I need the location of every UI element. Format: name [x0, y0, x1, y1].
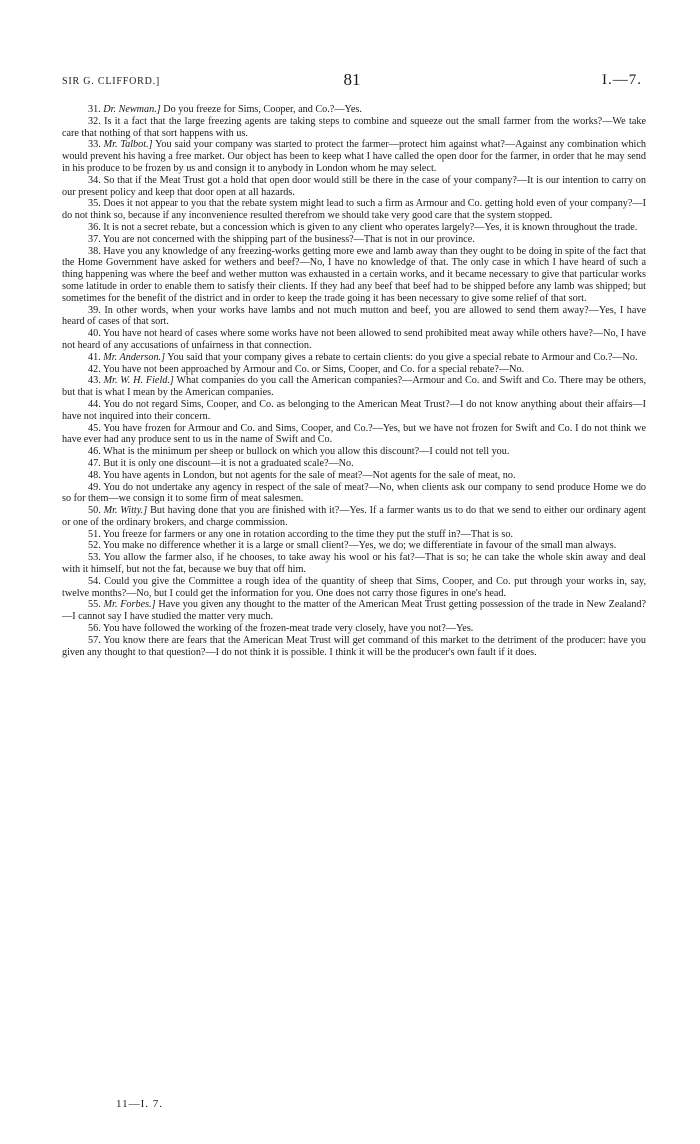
testimony-paragraph: [62, 552, 646, 576]
question-number: 38.: [88, 245, 101, 257]
question-answer-text: You have not been approached by Armour and Co. or Sims, Cooper, and Co. for a special rebate?—No.: [102, 363, 525, 375]
testimony-paragraph: [62, 139, 646, 174]
question-answer-text: Do you freeze for Sims, Cooper, and Co.?—Yes.: [163, 104, 362, 115]
question-number: 34.: [88, 174, 101, 186]
testimony-body: [62, 104, 646, 658]
question-answer-text: You make no difference whether it is a large or small client?—Yes, we do; we differentiate in favour of the small man always.: [102, 540, 617, 552]
question-answer-text: What companies do you call the American companies?—Armour and Co. and Swift and Co. There may be others, but that is what I mean by the American companies.: [62, 375, 646, 399]
testimony-paragraph: [62, 198, 646, 222]
page-number: 81: [343, 70, 361, 89]
question-answer-text: Have you any knowledge of any freezing-works getting more ewe and lamb away than they ought to be doing in spite of the fact that the Home Government have asked for wethers and beef?—No, I have no knowledge of that. The only case in which I have heard of such a thing happening was where the beef and wether mutton was exhausted in a certain works, and it became necessary to give that particular works some latitude in order to enable them to satisfy their clients. If they had any beef that beef had to be shipped before any lamb was shipped; but sometimes for the benefit of the district and in order to keep the trade going it has been necessary to give some relief of that sort.: [62, 245, 646, 304]
speaker-name: Mr. Anderson.]: [103, 351, 166, 363]
question-answer-text: It is not a secret rebate, but a concession which is given to any client who operates largely?—Yes, it is known throughout the trade.: [103, 221, 638, 233]
question-number: 49.: [88, 481, 101, 493]
testimony-paragraph: [62, 246, 646, 305]
question-number: 31.: [88, 104, 101, 115]
question-number: 56.: [88, 623, 101, 635]
question-answer-text: But it is only one discount—it is not a graduated scale?—No.: [103, 457, 354, 469]
question-answer-text: Could you give the Committee a rough idea of the quantity of sheep that Sims, Cooper, and Co. put through your works in, say, twelve months?—No, but I could get the information for you. One does not carry those figures in one's head.: [62, 575, 647, 599]
question-answer-text: You said your company was started to protect the farmer—protect him against what?—Against any combination which would prevent his having a free market. Our object has been to keep what I have called the open door for the farmer, in order that he may send in his produce to be frozen by us and consign it to anybody in London whom he may select.: [62, 139, 646, 174]
question-answer-text: But having done that you are finished with it?—Yes. If a farmer wants us to do that we send to either our ordinary agent or one of the ordinary brokers, and charge commission.: [62, 505, 647, 528]
question-number: 33.: [88, 139, 101, 151]
testimony-paragraph: [62, 305, 646, 329]
page-header: [62, 70, 642, 94]
question-answer-text: You do not regard Sims, Cooper, and Co. as belonging to the American Meat Trust?—I do not know anything about their affairs—I have not inquired into their concern.: [62, 398, 646, 422]
testimony-paragraph: [62, 446, 646, 458]
speaker-name: Mr. W. H. Field.]: [103, 375, 174, 387]
testimony-paragraph: [62, 116, 646, 140]
speaker-name: Dr. Newman.]: [103, 104, 161, 115]
question-number: 51.: [88, 528, 101, 540]
question-answer-text: You said that your company gives a rebate to certain clients: do you give a special rebate to Armour and Co.?—No.: [167, 351, 638, 363]
testimony-paragraph: [62, 635, 646, 659]
question-number: 43.: [88, 375, 101, 387]
question-answer-text: Is it a fact that the large freezing agents are taking steps to combine and squeeze out the small farmer from the works?—We take care that nothing of that sort happens with us.: [62, 115, 647, 139]
testimony-paragraph: [62, 352, 646, 364]
question-answer-text: You freeze for farmers or any one in rotation according to the time they put the stuff in?—That is so.: [102, 528, 514, 540]
question-answer-text: You know there are fears that the American Meat Trust will get command of this market to the detriment of the producer: have you given any thought to that question?—I do not think it is possible. I think it will be the producer's own fault if it does.: [62, 634, 646, 658]
testimony-paragraph: [62, 470, 646, 482]
testimony-paragraph: [62, 505, 646, 529]
testimony-paragraph: [62, 234, 646, 246]
header-witness: SIR G. CLIFFORD.]: [62, 76, 161, 87]
speaker-name: Mr. Forbes.]: [103, 599, 156, 611]
question-number: 32.: [88, 115, 101, 127]
testimony-paragraph: [62, 423, 646, 447]
speaker-name: Mr. Talbot.]: [103, 139, 153, 151]
question-number: 45.: [88, 422, 101, 434]
question-number: 42.: [88, 363, 101, 375]
testimony-paragraph: [62, 623, 646, 635]
question-answer-text: So that if the Meat Trust got a hold that open door would still be there in the case of your company?—It is our intention to carry on our present policy and keep that door open at all hazards.: [62, 174, 646, 198]
question-number: 54.: [88, 575, 101, 587]
testimony-paragraph: [62, 175, 646, 199]
testimony-paragraph: [62, 104, 646, 116]
testimony-paragraph: [62, 328, 646, 352]
testimony-paragraph: [62, 599, 646, 623]
testimony-paragraph: [62, 529, 646, 541]
testimony-paragraph: [62, 375, 646, 399]
question-number: 53.: [88, 552, 101, 564]
testimony-paragraph: [62, 482, 646, 506]
question-number: 41.: [88, 351, 101, 363]
question-number: 52.: [88, 540, 101, 552]
question-number: 37.: [88, 233, 101, 245]
question-answer-text: You do not undertake any agency in respect of the sale of meat?—No, when clients ask our company to send produce Home we do so for them—we consign it to some firm of meat salesmen.: [62, 481, 647, 505]
question-answer-text: You are not concerned with the shipping part of the business?—That is not in our province.: [102, 233, 475, 245]
question-number: 36.: [88, 221, 101, 233]
question-number: 50.: [88, 505, 101, 517]
testimony-paragraph: [62, 399, 646, 423]
question-answer-text: You have not heard of cases where some works have not been allowed to send prohibited meat away while others have?—No, I have not heard of any accusations of unfairness in that connection.: [62, 328, 646, 351]
question-answer-text: You have followed the working of the frozen-meat trade very closely, have you not?—Yes.: [102, 623, 474, 635]
question-number: 46.: [88, 446, 101, 458]
question-answer-text: In other words, when your works have lambs and not much mutton and beef, you are allowed to send them away?—Yes, I have heard of cases of that sort.: [62, 304, 647, 328]
question-number: 48.: [88, 469, 101, 481]
question-number: 55.: [88, 599, 101, 611]
question-answer-text: You have agents in London, but not agents for the sale of meat?—Not agents for the sale of meat, no.: [102, 469, 516, 481]
testimony-paragraph: [62, 458, 646, 470]
question-number: 40.: [88, 328, 101, 340]
testimony-paragraph: [62, 222, 646, 234]
question-number: 47.: [88, 457, 101, 469]
signature-mark: 11—I. 7.: [116, 1098, 164, 1110]
question-number: 57.: [88, 634, 101, 646]
question-answer-text: You allow the farmer also, if he chooses, to take away his wool or his fat?—That is so; he can take the whole skin away and deal with it himself, but not the fat, because we buy that off him.: [62, 552, 646, 576]
testimony-paragraph: [62, 364, 646, 376]
testimony-paragraph: [62, 540, 646, 552]
question-number: 35.: [88, 198, 101, 210]
question-answer-text: Have you given any thought to the matter of the American Meat Trust getting possession of the trade in New Zealand?—I cannot say I have studied the matter very much.: [62, 599, 646, 623]
speaker-name: Mr. Witty.]: [103, 505, 148, 517]
question-number: 39.: [88, 304, 101, 316]
question-number: 44.: [88, 398, 101, 410]
question-answer-text: What is the minimum per sheep or bullock on which you allow this discount?—I could not tell you.: [103, 446, 510, 458]
testimony-paragraph: [62, 576, 646, 600]
paper-reference: I.—7.: [602, 72, 642, 88]
question-answer-text: You have frozen for Armour and Co. and Sims, Cooper, and Co.?—Yes, but we have not frozen for Swift and Co. I do not think we have ever had any produce sent to us in the name of Swift and Co.: [62, 422, 646, 446]
question-answer-text: Does it not appear to you that the rebate system might lead to such a firm as Armour and Co. getting hold even of your company?—I do not think so, because if any inconvenience resulted therefrom we should take very good care that the system stopped.: [62, 198, 646, 222]
